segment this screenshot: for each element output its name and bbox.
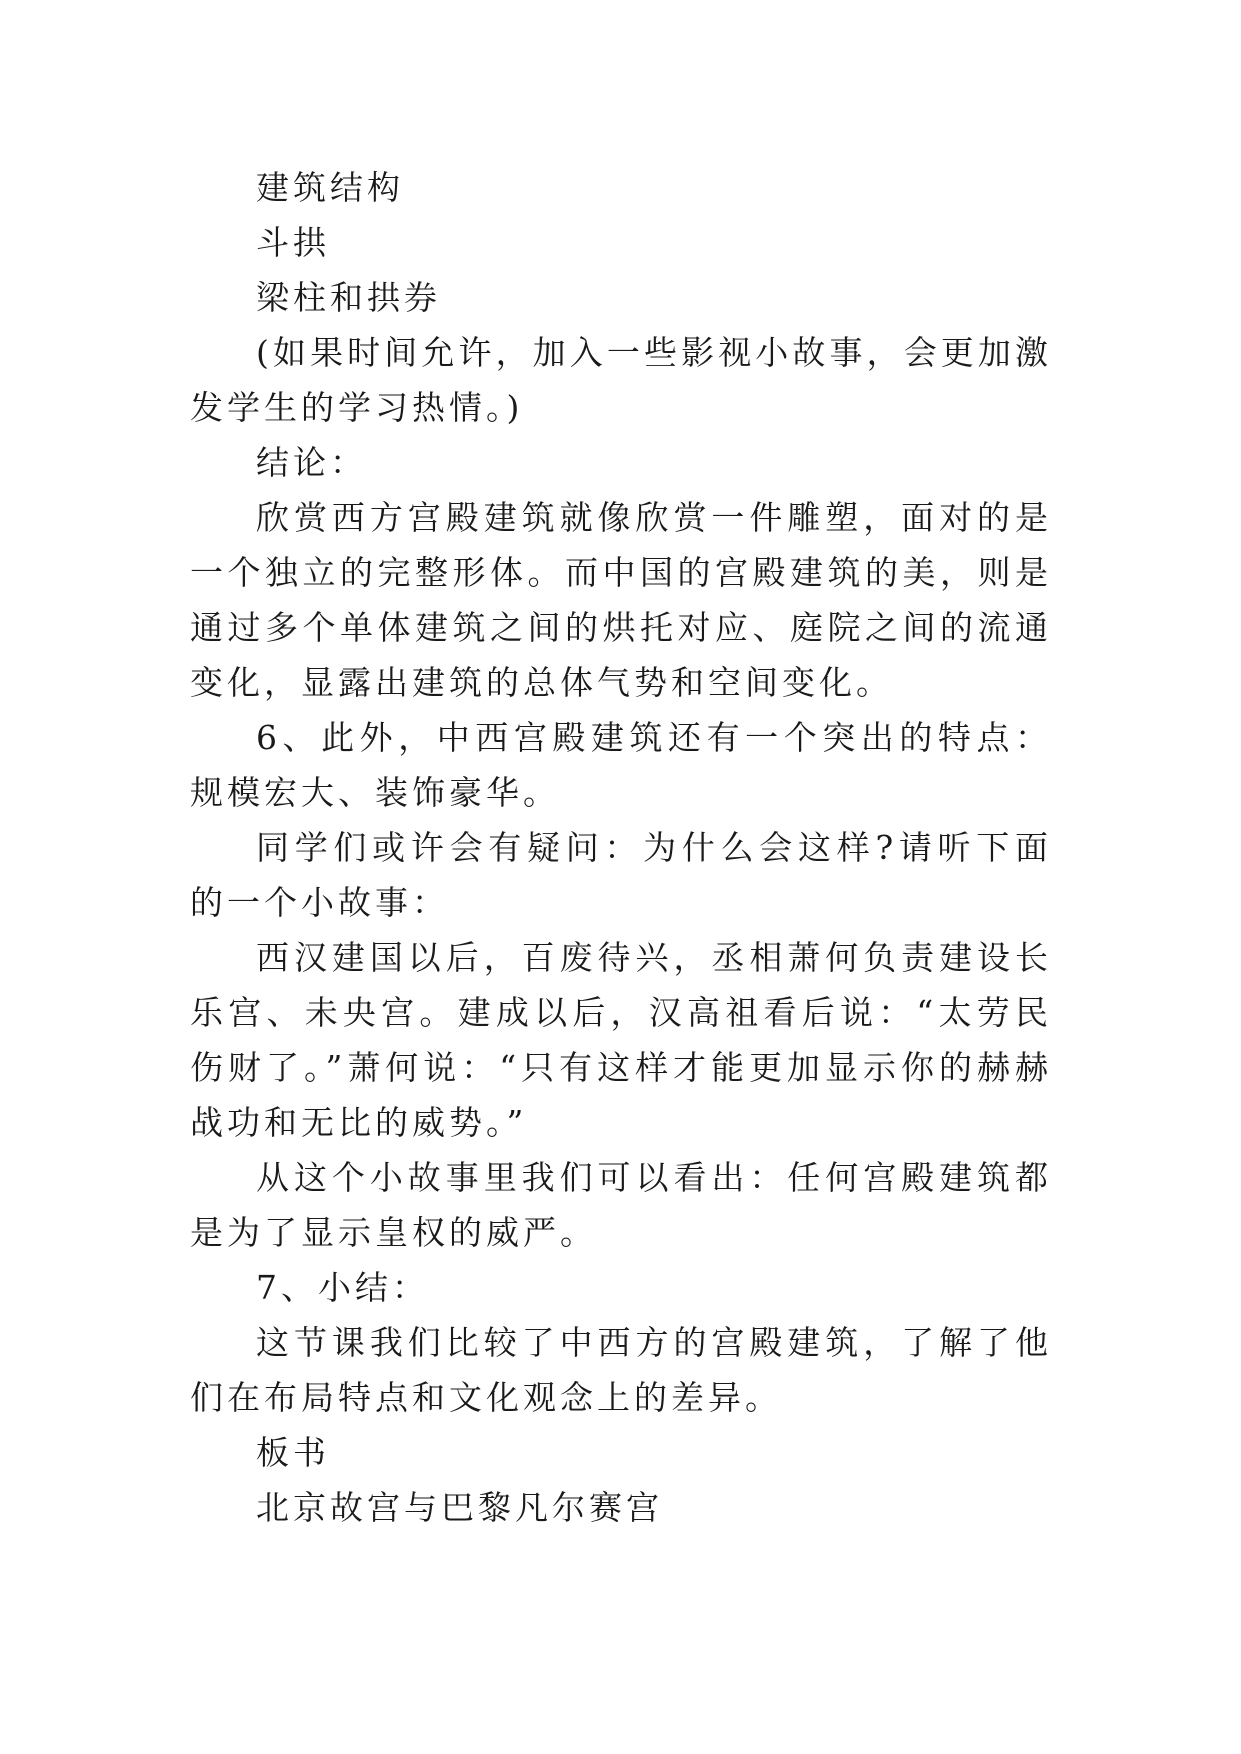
paragraph-architecture-structure: 建筑结构	[256, 168, 404, 207]
paragraph-summary: 这节课我们比较了中西方的宫殿建筑，了解了他们在布局特点和文化观念上的差异。	[190, 1323, 1052, 1417]
paragraph-teaching-note: (如果时间允许，加入一些影视小故事，会更加激发学生的学习热情。)	[190, 333, 1052, 427]
paragraph-summary-heading: 7、小结：	[256, 1268, 429, 1307]
paragraph-point-6: 6、此外，中西宫殿建筑还有一个突出的特点：规模宏大、装饰豪华。	[190, 718, 1052, 812]
paragraph-beams-arches: 梁柱和拱券	[256, 278, 441, 317]
paragraph-blackboard-heading: 板书	[256, 1433, 330, 1472]
paragraph-question: 同学们或许会有疑问：为什么会这样?请听下面的一个小故事：	[190, 828, 1052, 922]
paragraph-conclusion-heading: 结论：	[256, 443, 367, 482]
paragraph-story-lesson: 从这个小故事里我们可以看出：任何宫殿建筑都是为了显示皇权的威严。	[190, 1158, 1052, 1252]
paragraph-story: 西汉建国以后，百废待兴，丞相萧何负责建设长乐宫、未央宫。建成以后，汉高祖看后说：“太劳民伤财了。”萧何说：“只有这样才能更加显示你的赫赫战功和无比的威势。”	[190, 938, 1052, 1142]
paragraph-conclusion: 欣赏西方宫殿建筑就像欣赏一件雕塑，面对的是一个独立的完整形体。而中国的宫殿建筑的美，则是通过多个单体建筑之间的烘托对应、庭院之间的流通变化，显露出建筑的总体气势和空间变化。	[190, 498, 1052, 702]
document-body	[190, 160, 1052, 1535]
paragraph-blackboard-title: 北京故宫与巴黎凡尔赛宫	[256, 1488, 663, 1527]
paragraph-dougong: 斗拱	[256, 223, 330, 262]
